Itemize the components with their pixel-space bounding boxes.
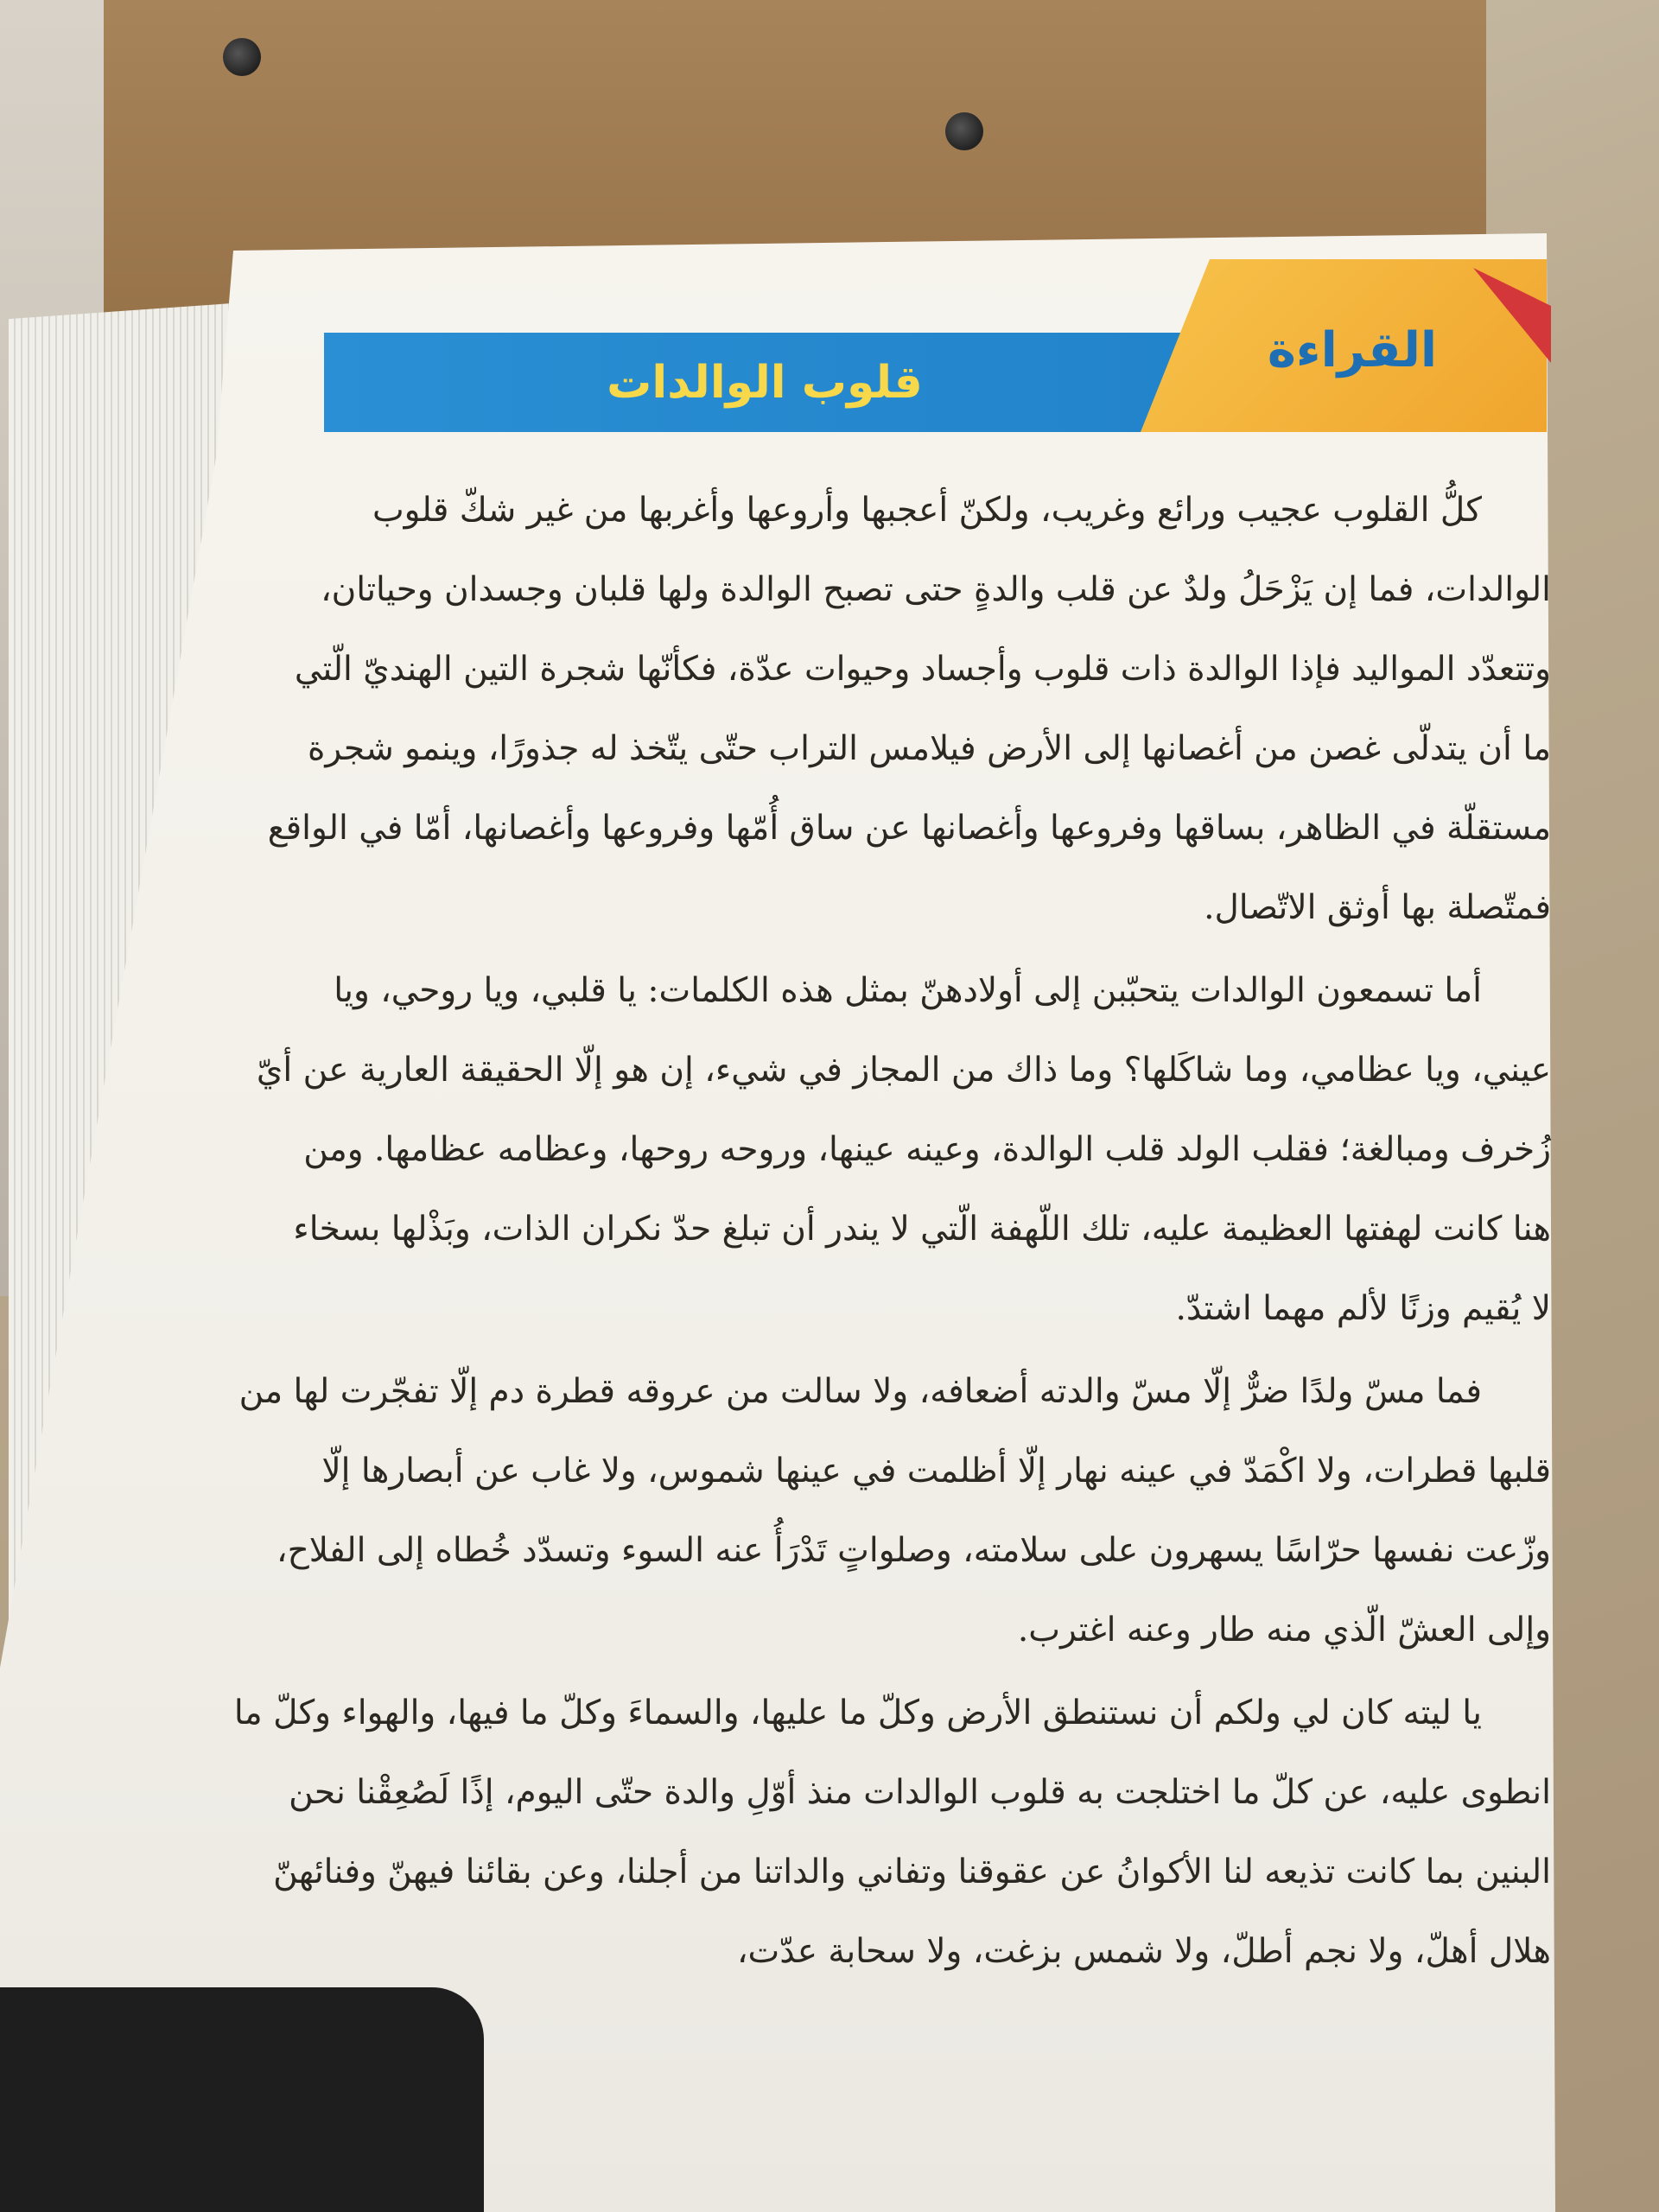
text-line: زُخرف ومبالغة؛ فقلب الولد قلب الوالدة، وعينه عينها، وروحه روحها، وعظامه عظامها. ومن bbox=[303, 1130, 1551, 1169]
text-line: هلال أهلّ، ولا نجم أطلّ، ولا شمس بزغت، ولا سحابة عدّت، bbox=[736, 1932, 1551, 1971]
text-line: قلبها قطرات، ولا اكْمَدّ في عينه نهار إلّا أظلمت في عينها شموس، ولا غاب عن أبصارها إلّا bbox=[321, 1452, 1551, 1491]
text-line: يا ليته كان لي ولكم أن نستنطق الأرض وكلّ ما عليها، والسماءَ وكلّ ما فيها، والهواء وكلّ ما bbox=[233, 1694, 1482, 1732]
lesson-title: قلوب الوالدات bbox=[607, 356, 923, 409]
text-line: انطوى عليه، عن كلّ ما اختلجت به قلوب الوالدات منذ أوّلِ والدة حتّى اليوم، إذًا لَصُعِقْنا نحن bbox=[289, 1773, 1551, 1812]
text-line: البنين بما كانت تذيعه لنا الأكوانُ عن عقوقنا وتفاني والداتنا من أجلنا، وعن بقائنا فيهنّ وفنائهنّ bbox=[273, 1853, 1551, 1891]
reading-passage bbox=[112, 471, 1551, 1992]
text-line: كلُّ القلوب عجيب ورائع وغريب، ولكنّ أعجبها وأروعها وأغربها من غير شكّ قلوب bbox=[372, 491, 1482, 530]
text-line: وإلى العشّ الّذي منه طار وعنه اغترب. bbox=[1017, 1611, 1551, 1649]
screw-icon bbox=[945, 112, 983, 150]
text-line: فما مسّ ولدًا ضرٌّ إلّا مسّ والدته أضعافه، ولا سالت من عروقه قطرة دم إلّا تفجّرت لها من bbox=[238, 1372, 1482, 1411]
section-label: القراءة bbox=[1267, 321, 1438, 378]
text-line: هنا كانت لهفتها العظيمة عليه، تلك اللّهفة الّتي لا يندر أن تبلغ حدّ نكران الذات، وبَذْلها بسخاء bbox=[293, 1210, 1551, 1249]
text-line: الوالدات، فما إن يَزْحَلُ ولدٌ عن قلب والدةٍ حتى تصبح الوالدة ولها قلبان وجسدان وحياتان، bbox=[321, 570, 1551, 609]
text-line: فمتّصلة بها أوثق الاتّصال. bbox=[1204, 888, 1551, 927]
text-line: وتتعدّد المواليد فإذا الوالدة ذات قلوب وأجساد وحيوات عدّة، فكأنّها شجرة التين الهنديّ الّتي bbox=[294, 650, 1551, 689]
text-line: لا يُقيم وزنًا لألم مهما اشتدّ. bbox=[1175, 1289, 1551, 1328]
finger-shadow bbox=[0, 1987, 484, 2212]
text-line: ما أن يتدلّى غصن من أغصانها إلى الأرض فيلامس التراب حتّى يتّخذ له جذورًا، وينمو شجرة bbox=[307, 729, 1551, 768]
text-line: مستقلّة في الظاهر، بساقها وفروعها وأغصانها عن ساق أُمّها وفروعها وأغصانها، أمّا في الواقع bbox=[267, 809, 1551, 848]
text-line: وزّعت نفسها حرّاسًا يسهرون على سلامته، وصلواتٍ تَدْرَأُ عنه السوء وتسدّد خُطاه إلى الفلاح، bbox=[276, 1531, 1551, 1570]
text-line: أما تسمعون الوالدات يتحبّبن إلى أولادهنّ بمثل هذه الكلمات: يا قلبي، ويا روحي، ويا bbox=[334, 971, 1482, 1010]
text-line: عيني، ويا عظامي، وما شاكَلها؟ وما ذاك من المجاز في شيء، إن هو إلّا الحقيقة العارية عن أيّ bbox=[256, 1051, 1551, 1090]
screw-icon bbox=[223, 38, 261, 76]
